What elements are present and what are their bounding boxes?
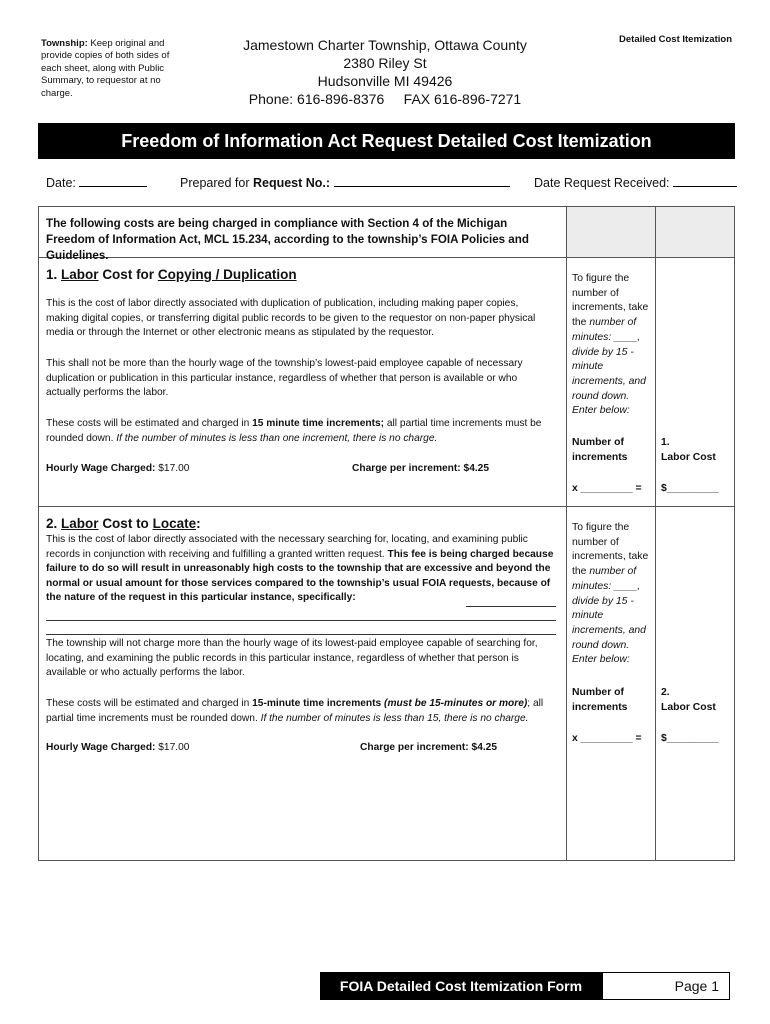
s2-side-a: To figure the number of increments, take the <box>572 522 649 578</box>
s1p3-italic: If the number of minutes is less than one increment, there is no charge. <box>116 432 438 444</box>
section2-hourly-wage <box>46 741 189 756</box>
s2p3-bold: 15-minute time increments <box>252 698 382 709</box>
section2-increments-input[interactable]: x _________ = <box>572 733 642 744</box>
footer-form-name: FOIA Detailed Cost Itemization Form <box>320 972 602 1000</box>
section1-cost-label: Labor Cost <box>661 452 716 463</box>
date-label: Date: <box>46 176 76 190</box>
section1-number-of-increments: Number of increments <box>572 437 628 463</box>
section1-paragraph3 <box>46 417 551 446</box>
township-street: 2380 Riley St <box>343 55 427 71</box>
s2p1-a: This is the cost of labor directly associated with the necessary searching for, locating, and examining public records in conjunction with receiving and fulfilling a granted written request. <box>46 534 528 560</box>
date-field[interactable] <box>46 174 147 190</box>
section1-hourly-wage <box>46 462 189 477</box>
date-received-field[interactable] <box>534 174 737 190</box>
s1-wage-label: Hourly Wage Charged: <box>46 463 156 474</box>
s2p3-d: ; all partial time increments must be rounded down. <box>46 698 544 724</box>
section2-cost-number: 2. <box>661 687 670 698</box>
note-text: Keep original and provide copies of both sides of each sheet, along with Public Summary, to requestor at no charge. <box>41 38 170 99</box>
section1-heading-labor: Labor <box>61 267 99 282</box>
s1-wage-value: $17.00 <box>155 463 190 474</box>
request-number-field[interactable] <box>180 174 510 190</box>
s2-wage-label: Hourly Wage Charged: <box>46 742 156 753</box>
specifically-blank-3[interactable] <box>46 634 556 635</box>
section2-paragraph2: The township will not charge more than the hourly wage of its lowest-paid employee capable of searching for, locating, and examining the public records in this particular instance, regardless of whether that person is available or who actually performs the labor. <box>46 638 538 678</box>
section1-heading-copying: Copying / Duplication <box>157 267 297 282</box>
compliance-intro: The following costs are being charged in compliance with Section 4 of the Michigan Freedom of Information Act, MCL 15.234, according to the township’s FOIA Policies and Guidelines. <box>46 217 529 262</box>
section2-charge-per-increment: Charge per increment: $4.25 <box>360 742 498 753</box>
s2p3-bold-italic: (must be 15-minutes or more) <box>381 698 528 709</box>
s2p3-a: These costs will be estimated and charged in <box>46 698 253 709</box>
township-name: Jamestown Charter Township, Ottawa County <box>243 37 527 53</box>
section2-cost-label: Labor Cost <box>661 702 716 713</box>
section2-paragraph3 <box>46 697 556 726</box>
section1-heading-mid: Cost for <box>102 267 155 282</box>
header-shade-col1 <box>567 207 655 257</box>
section1-heading <box>46 267 297 282</box>
prepared-for-label: Prepared for <box>180 176 250 190</box>
section2-paragraph1 <box>46 533 556 606</box>
section2-heading-labor: Labor <box>61 516 99 531</box>
page-number: Page 1 <box>602 972 730 1000</box>
township-phone-fax: Phone: 616-896-8376 FAX 616-896-7271 <box>248 91 522 107</box>
date-blank[interactable] <box>79 174 147 187</box>
s2p1-bold: This fee is being charged because failure to do so will result in unreasonably high costs to the township that are excessive and beyond the normal or usual amount for those services compared to the township’s usual FOIA requests, because of the nature of the request in this particular instance, specifically: <box>46 548 554 603</box>
s2-wage-value: $17.00 <box>155 742 190 753</box>
section2-heading-colon: : <box>196 516 201 531</box>
section1-cost-number: 1. <box>661 437 670 448</box>
section2-number: 2. <box>46 516 58 531</box>
section1-charge-per-increment: Charge per increment: $4.25 <box>352 463 490 474</box>
specifically-blank-2[interactable] <box>46 620 556 621</box>
column-divider-1 <box>566 207 567 860</box>
section2-heading-mid: Cost to <box>102 516 149 531</box>
township-city: Hudsonville MI 49426 <box>317 73 453 89</box>
s2-side-b: number of minutes: ____, divide by 15 -minute increments, and round down. Enter below: <box>572 566 646 666</box>
section2-heading-locate: Locate <box>152 516 197 531</box>
s1-side-b: number of minutes: ____, divide by 15 -minute increments, and round down. Enter below: <box>572 317 646 417</box>
section1-increment-instructions <box>572 272 652 419</box>
row-divider-section1 <box>39 506 734 507</box>
corner-form-label: Detailed Cost Itemization <box>619 34 732 45</box>
section1-number: 1. <box>46 267 58 282</box>
column-divider-2 <box>655 207 656 860</box>
section1-increments-input[interactable]: x _________ = <box>572 483 642 494</box>
date-received-blank[interactable] <box>673 174 737 187</box>
s1-side-a: To figure the number of increments, take the <box>572 273 649 329</box>
section1-paragraph2: This shall not be more than the hourly wage of the township’s lowest-paid employee capable of necessary duplication or publication in this particular instance, regardless of whether that person is available or who actually performs the labor. <box>46 358 523 398</box>
section1-cost-input[interactable]: $_________ <box>661 483 719 494</box>
specifically-blank-1[interactable] <box>466 606 556 607</box>
section1-paragraph1: This is the cost of labor directly associated with duplication of publication, including making paper copies, making digital copies, or transferring digital public records to be given to the requestor on non-paper physical media or through the Internet or other electronic means as stipulated by the requestor. <box>46 298 536 338</box>
section2-number-of-increments: Number of increments <box>572 687 628 713</box>
s1p3-c: all partial time increments must be rounded down. <box>46 418 542 444</box>
s1p3-a: These costs will be estimated and charged in <box>46 418 253 429</box>
request-number-blank[interactable] <box>334 174 510 187</box>
form-title: Freedom of Information Act Request Detailed Cost Itemization <box>38 123 735 159</box>
date-received-label: Date Request Received: <box>534 176 670 190</box>
section2-increment-instructions <box>572 521 652 668</box>
s1p3-bold: 15 minute time increments; <box>252 418 385 429</box>
section2-cost-input[interactable]: $_________ <box>661 733 719 744</box>
township-instructions-note <box>41 38 181 100</box>
header-shade-col2 <box>656 207 734 257</box>
request-number-label: Request No.: <box>252 176 331 190</box>
note-bold-label: Township: <box>41 38 88 49</box>
section2-heading <box>46 516 201 531</box>
s2p3-italic: If the number of minutes is less than 15, there is no charge. <box>260 712 529 724</box>
township-address-header <box>225 36 545 108</box>
